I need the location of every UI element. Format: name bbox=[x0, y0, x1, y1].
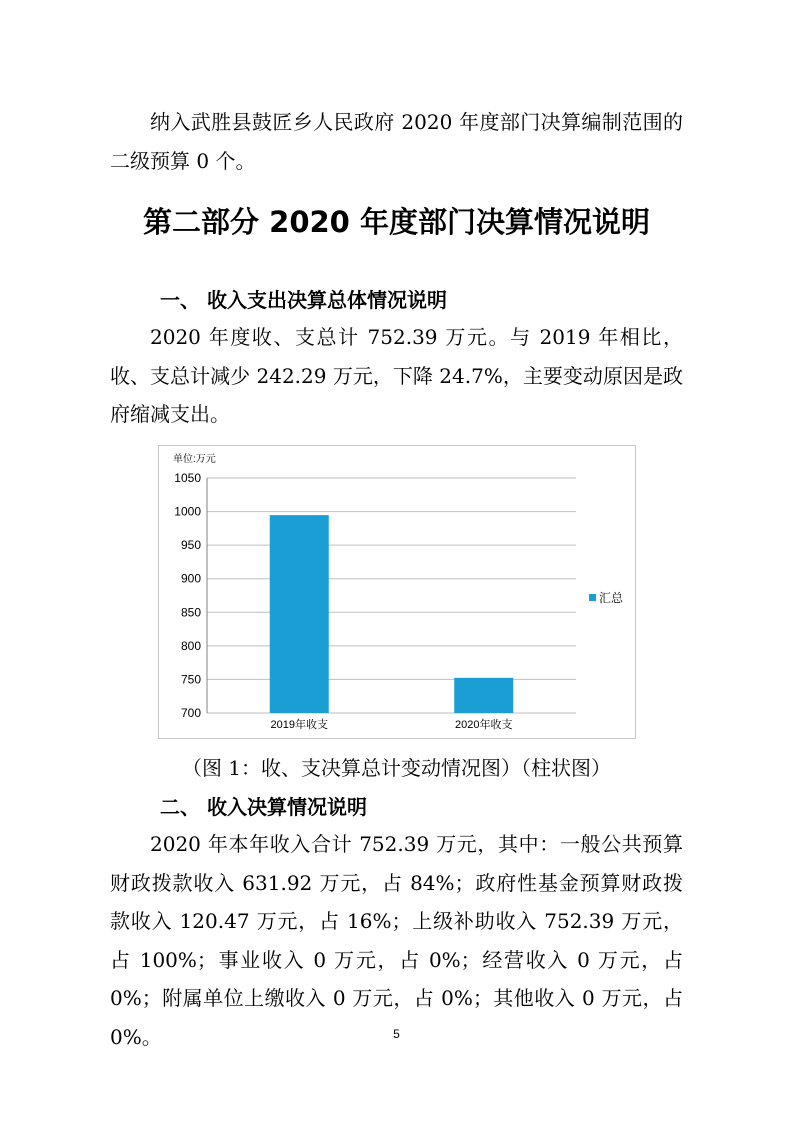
section1-paragraph: 2020 年度收、支总计 752.39 万元。与 2019 年相比，收、支总计减少 242.29 万元，下降 24.7%，主要变动原因是政府缩减支出。 bbox=[110, 325, 683, 426]
y-tick-label: 800 bbox=[180, 638, 201, 653]
x-tick-label: 2019年收支 bbox=[270, 719, 328, 731]
legend-label: 汇总 bbox=[599, 591, 624, 605]
chart-container bbox=[158, 445, 636, 739]
bar bbox=[270, 515, 329, 713]
y-tick-label: 700 bbox=[180, 706, 201, 720]
y-tick-label: 750 bbox=[180, 672, 201, 687]
part-title: 第二部分 2020 年度部门决算情况说明 bbox=[143, 205, 650, 239]
section1-heading: 一、 收入支出决算总体情况说明 bbox=[160, 288, 447, 312]
y-tick-label: 900 bbox=[180, 571, 201, 586]
bar-chart bbox=[159, 446, 635, 738]
unit-label: 单位:万元 bbox=[173, 454, 216, 465]
y-tick-label: 850 bbox=[180, 605, 201, 620]
section2-paragraph: 2020 年本年收入合计 752.39 万元，其中：一般公共预算财政拨款收入 631.92 万元，占 84%；政府性基金预算财政拨款收入 120.47 万元，占 16%；上级补助收入 752.39 万元，占 100%；事业收入 0 万元，占 0%；经营收入 0 万元，占 0%；附属单位上缴收入 0 万元，占 0%；其他收入 0 万元，占 0%。 bbox=[110, 832, 683, 1049]
section2-heading: 二、 收入决算情况说明 bbox=[160, 795, 367, 819]
x-tick-label: 2020年收支 bbox=[455, 719, 513, 731]
y-tick-label: 1000 bbox=[174, 504, 201, 519]
page-number: 5 bbox=[393, 1027, 400, 1041]
legend-swatch bbox=[589, 594, 596, 601]
y-tick-label: 1050 bbox=[174, 471, 201, 485]
bar bbox=[454, 678, 513, 713]
figure-caption: （图 1：收、支决算总计变动情况图）（柱状图） bbox=[181, 756, 612, 780]
y-tick-label: 950 bbox=[180, 538, 201, 553]
intro-paragraph: 纳入武胜县鼓匠乡人民政府 2020 年度部门决算编制范围的二级预算 0 个。 bbox=[110, 110, 683, 173]
